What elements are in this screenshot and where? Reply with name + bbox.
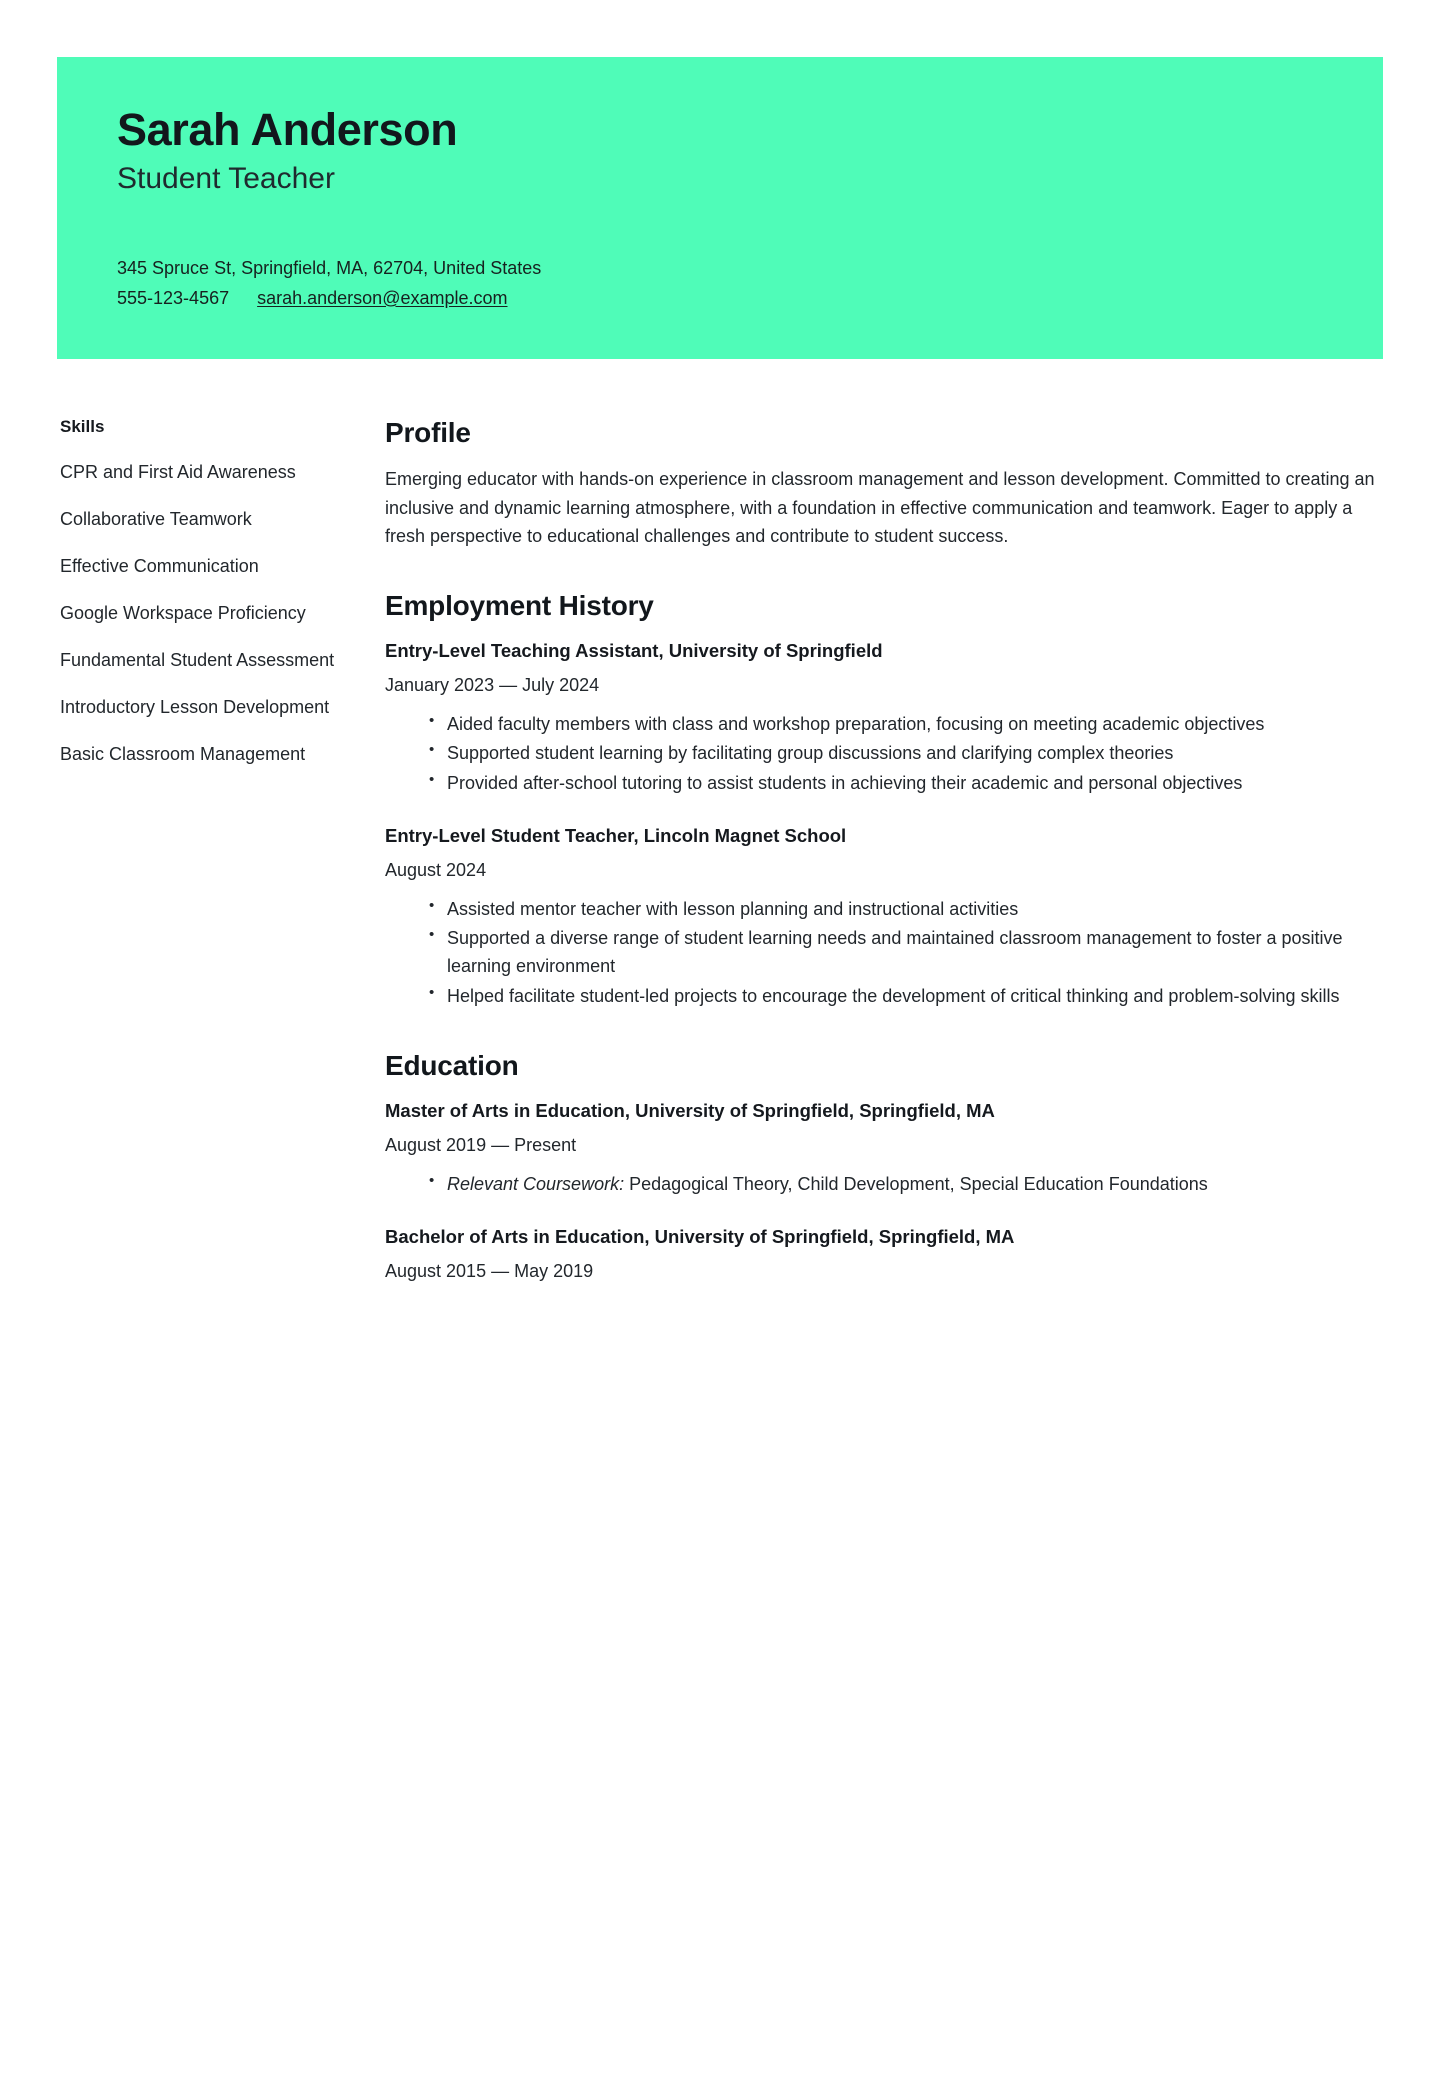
bullet-item: • Aided faculty members with class and workshop preparation, focusing on meeting academic objectives [429, 710, 1379, 738]
resume-body [0, 417, 1440, 1284]
contact-phone: 555-123-4567 [117, 287, 230, 308]
education-section-title: Education [385, 1049, 519, 1081]
resume-header-banner [57, 57, 1383, 359]
skills-heading: Skills [60, 417, 105, 437]
education-entry-title: Bachelor of Arts in Education, University of Springfield, Springfield, MA [385, 1226, 1015, 1248]
coursework-label: Relevant Coursework: [447, 1174, 625, 1194]
education-entry-date: August 2019 — Present [385, 1134, 577, 1155]
bullet-item: • Supported a diverse range of student learning needs and maintained classroom management to foster a positive learning environment [429, 924, 1379, 981]
coursework-bullet-item [429, 1170, 1379, 1198]
skill-item: Effective Communication [60, 556, 259, 577]
profile-section [385, 417, 1379, 550]
employment-entry [385, 638, 1379, 797]
skill-item: Basic Classroom Management [60, 743, 306, 764]
bullet-item: • Assisted mentor teacher with lesson planning and instructional activities [429, 895, 1379, 923]
education-entry [385, 1224, 1379, 1284]
main-column [382, 417, 1383, 1284]
education-section [385, 1050, 1379, 1284]
skill-item: Fundamental Student Assessment [60, 649, 335, 670]
employment-entry-title: Entry-Level Student Teacher, Lincoln Magnet School [385, 824, 847, 846]
employment-history-section [385, 590, 1379, 1010]
employment-section-title: Employment History [385, 590, 654, 622]
resume-page [0, 57, 1440, 2093]
coursework-text: Pedagogical Theory, Child Development, Special Education Foundations [624, 1174, 1208, 1194]
employment-entry-date: January 2023 — July 2024 [385, 674, 600, 695]
candidate-job-title: Student Teacher [117, 162, 335, 196]
skill-item: Introductory Lesson Development [60, 696, 330, 717]
skill-item: CPR and First Aid Awareness [60, 462, 296, 483]
education-entry-title: Master of Arts in Education, University of Springfield, Springfield, MA [385, 1099, 995, 1121]
employment-entry-title: Entry-Level Teaching Assistant, University of Springfield [385, 640, 883, 662]
contact-email-link[interactable]: sarah.anderson@example.com [257, 287, 508, 308]
bullet-item: • Supported student learning by facilitating group discussions and clarifying complex theories [429, 739, 1379, 767]
contact-address: 345 Spruce St, Springfield, MA, 62704, United States [117, 257, 542, 278]
contact-block [117, 254, 1323, 313]
education-entry-date: August 2015 — May 2019 [385, 1261, 594, 1282]
employment-entry [385, 823, 1379, 1010]
bullet-item: • Helped facilitate student-led projects to encourage the development of critical thinking and problem-solving skills [429, 982, 1379, 1010]
education-entry-bullets [385, 1170, 1379, 1198]
bullet-item: • Provided after-school tutoring to assist students in achieving their academic and personal objectives [429, 769, 1379, 797]
skill-item: Collaborative Teamwork [60, 509, 252, 530]
employment-entry-bullets [385, 895, 1379, 1010]
education-entry [385, 1098, 1379, 1198]
contact-row [117, 284, 1323, 314]
candidate-name: Sarah Anderson [117, 104, 458, 155]
profile-section-title: Profile [385, 417, 471, 449]
profile-summary-text: Emerging educator with hands-on experience in classroom management and lesson development. Committed to creating an inclusive and dynamic learning atmosphere, with a foundation in effective communication and teamwork. Eager to apply a fresh perspective to educational challenges and contribute to student success. [385, 469, 1375, 546]
sidebar-skills-column [57, 417, 382, 787]
skill-item: Google Workspace Proficiency [60, 602, 306, 623]
employment-entry-bullets [385, 710, 1379, 797]
employment-entry-date: August 2024 [385, 859, 487, 880]
